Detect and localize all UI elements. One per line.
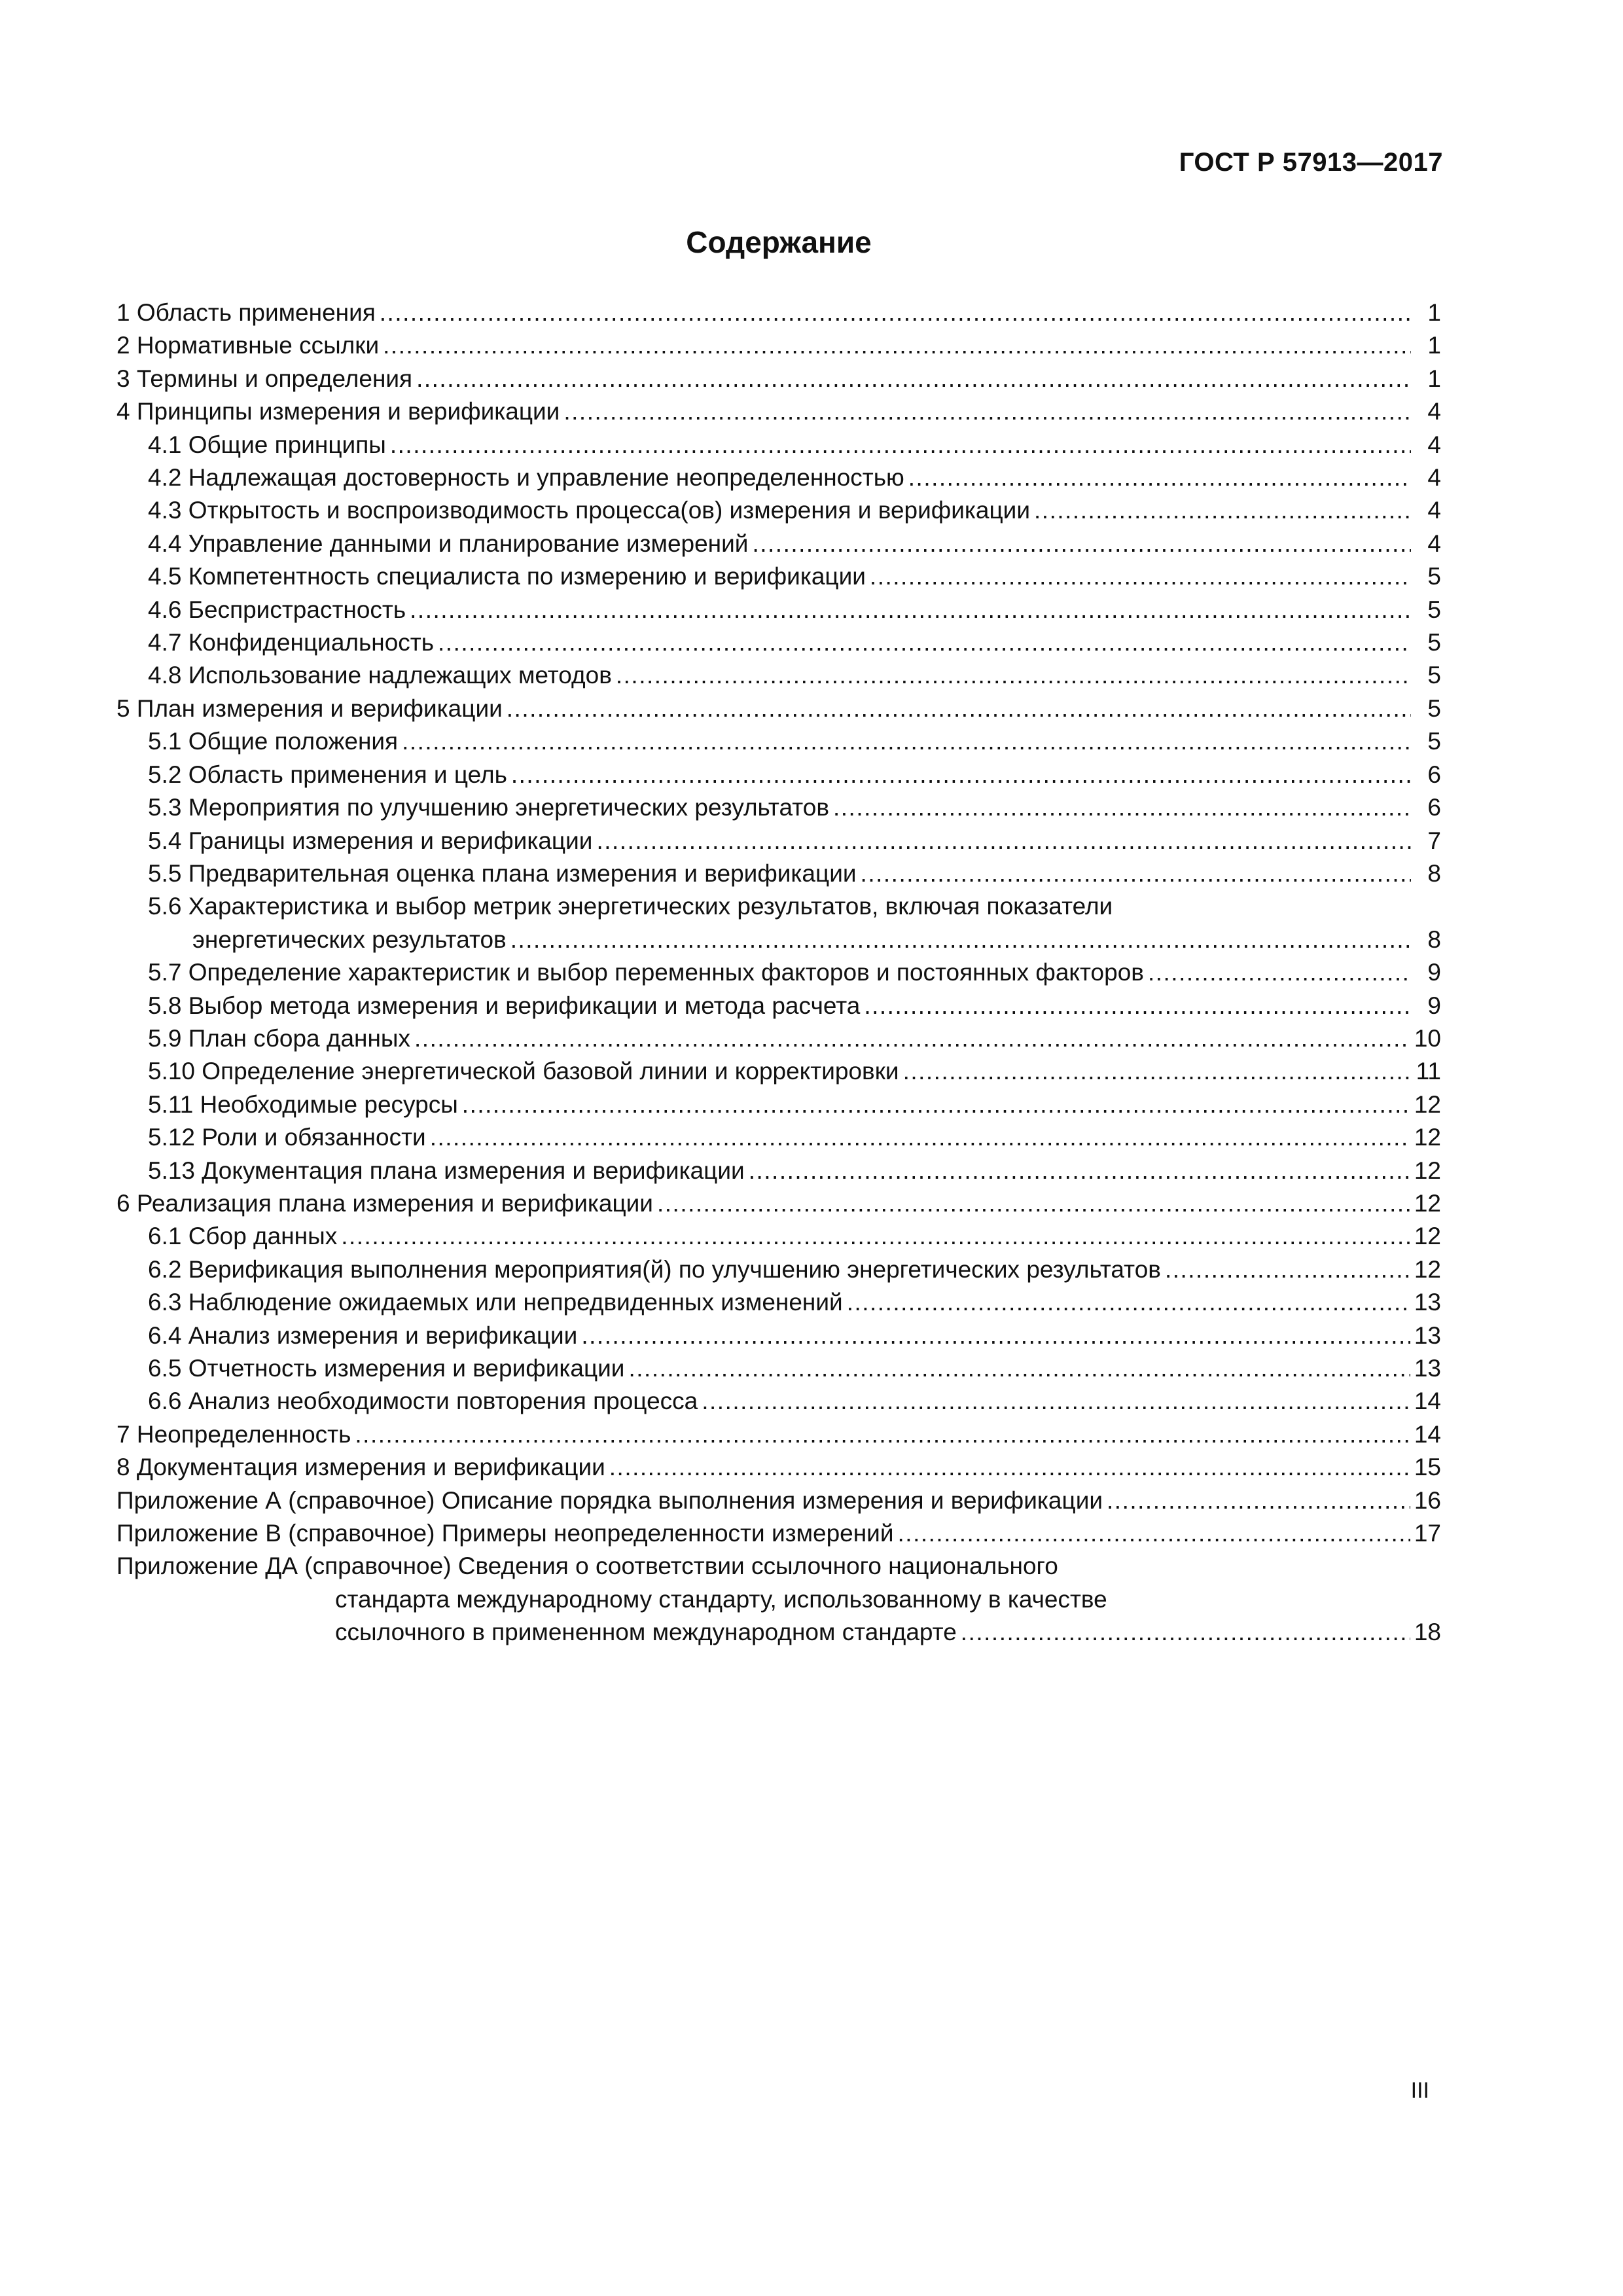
toc-entry-page: 12 [1414, 1157, 1441, 1184]
toc-entry-5[interactable] [116, 692, 1441, 725]
toc-entry-page: 14 [1414, 1420, 1441, 1448]
toc-entry-5-7[interactable] [116, 956, 1441, 989]
toc-entry-label: 5.12 Роли и обязанности [148, 1124, 426, 1151]
toc-entry-page: 1 [1427, 332, 1441, 359]
dot-leader [870, 560, 1411, 593]
toc-entry-page: 6 [1427, 794, 1441, 821]
toc-entry-page: 5 [1427, 728, 1441, 755]
dot-leader [609, 1451, 1410, 1484]
toc-entry-5-1[interactable] [116, 725, 1441, 758]
dot-leader [1107, 1484, 1410, 1517]
toc-entry-label: 5.3 Мероприятия по улучшению энергетических результатов [148, 794, 829, 821]
toc-entry-appendix-a[interactable] [116, 1484, 1441, 1517]
toc-entry-label: 6.6 Анализ необходимости повторения процесса [148, 1388, 698, 1415]
toc-entry-6-5[interactable] [116, 1352, 1441, 1385]
toc-entry-page: 7 [1427, 827, 1441, 854]
toc-entry-page: 5 [1427, 694, 1441, 722]
dot-leader [861, 857, 1411, 890]
toc-entry-label: Приложение ДА (справочное) Сведения о соответствии ссылочного национального [116, 1552, 1058, 1580]
dot-leader [1034, 494, 1411, 527]
toc-entry-page: 13 [1414, 1355, 1441, 1382]
toc-entry-page: 4 [1427, 497, 1441, 524]
toc-entry-page: 14 [1414, 1388, 1441, 1415]
dot-leader [908, 461, 1411, 494]
toc-entry-5-6-continued[interactable] [116, 924, 1441, 956]
toc-entry-page: 9 [1427, 992, 1441, 1019]
toc-entry-label: ссылочного в примененном международном стандарте [335, 1619, 957, 1646]
toc-entry-page: 13 [1414, 1289, 1441, 1316]
dot-leader [847, 1286, 1410, 1319]
dot-leader [616, 659, 1411, 692]
toc-entry-label: 6 Реализация плана измерения и верификации [116, 1189, 653, 1217]
toc-entry-label: Приложение В (справочное) Примеры неопределенности измерений [116, 1520, 894, 1547]
toc-entry-label: 2 Нормативные ссылки [116, 332, 380, 359]
toc-entry-label: 5 План измерения и верификации [116, 694, 503, 722]
toc-entry-label: 5.13 Документация плана измерения и верификации [148, 1157, 745, 1184]
dot-leader [628, 1352, 1410, 1385]
toc-entry-5-5[interactable] [116, 857, 1441, 890]
dot-leader [383, 329, 1411, 362]
toc-entry-page: 8 [1427, 859, 1441, 887]
toc-entry-label: 4.3 Открытость и воспроизводимость процесса(ов) измерения и верификации [148, 497, 1031, 524]
dot-leader [961, 1616, 1410, 1649]
toc-entry-label: 3 Термины и определения [116, 365, 413, 392]
table-of-contents [116, 296, 1441, 1649]
toc-entry-page: 5 [1427, 596, 1441, 623]
toc-entry-label: 4 Принципы измерения и верификации [116, 398, 560, 425]
dot-leader [510, 924, 1411, 956]
toc-entry-4-7[interactable] [116, 626, 1441, 659]
dot-leader [1148, 956, 1411, 989]
dot-leader [438, 626, 1411, 659]
toc-entry-4-3[interactable] [116, 494, 1441, 527]
toc-entry-page: 15 [1414, 1454, 1441, 1481]
toc-entry-1[interactable] [116, 296, 1441, 329]
toc-entry-appendix-da[interactable] [116, 1550, 1441, 1583]
dot-leader [380, 296, 1411, 329]
toc-entry-label: 5.6 Характеристика и выбор метрик энергетических результатов, включая показатели [148, 893, 1113, 920]
dot-leader [903, 1055, 1411, 1088]
toc-entry-8[interactable] [116, 1451, 1441, 1484]
toc-entry-4-8[interactable] [116, 659, 1441, 692]
toc-entry-label: 5.11 Необходимые ресурсы [148, 1090, 458, 1118]
toc-entry-label: 5.2 Область применения и цель [148, 761, 507, 788]
toc-entry-label: 4.2 Надлежащая достоверность и управление неопределенностью [148, 464, 904, 492]
toc-entry-5-6[interactable] [116, 890, 1441, 923]
dot-leader [462, 1088, 1410, 1121]
toc-entry-page: 12 [1414, 1223, 1441, 1250]
dot-leader [864, 990, 1411, 1022]
dot-leader [1165, 1253, 1410, 1286]
toc-entry-page: 13 [1414, 1321, 1441, 1349]
toc-entry-page: 16 [1414, 1486, 1441, 1514]
toc-entry-page: 9 [1427, 959, 1441, 986]
toc-entry-5-8[interactable] [116, 990, 1441, 1022]
toc-entry-4-2[interactable] [116, 461, 1441, 494]
toc-entry-6[interactable] [116, 1187, 1441, 1220]
toc-entry-page: 5 [1427, 563, 1441, 590]
dot-leader [596, 825, 1411, 857]
dot-leader [341, 1220, 1410, 1253]
toc-entry-4[interactable] [116, 395, 1441, 428]
dot-leader [657, 1187, 1410, 1220]
toc-entry-page: 10 [1414, 1024, 1441, 1052]
dot-leader [752, 528, 1411, 560]
toc-entry-page: 4 [1427, 431, 1441, 458]
toc-entry-5-2[interactable] [116, 759, 1441, 791]
toc-entry-page: 8 [1427, 925, 1441, 953]
page-title: Содержание [686, 225, 872, 259]
toc-entry-page: 4 [1427, 529, 1441, 557]
toc-entry-label: 5.8 Выбор метода измерения и верификации и метода расчета [148, 992, 861, 1019]
dot-leader [833, 791, 1411, 824]
dot-leader [414, 1022, 1410, 1055]
toc-entry-label: стандарта международному стандарту, использованному в качестве [335, 1585, 1107, 1613]
toc-entry-4-1[interactable] [116, 429, 1441, 461]
toc-entry-label: 4.7 Конфиденциальность [148, 629, 435, 656]
toc-entry-label: 5.7 Определение характеристик и выбор переменных факторов и постоянных факторов [148, 959, 1144, 986]
dot-leader [410, 594, 1411, 626]
toc-entry-5-12[interactable] [116, 1121, 1441, 1154]
toc-entry-label: 7 Неопределенность [116, 1420, 351, 1448]
toc-entry-page: 6 [1427, 761, 1441, 788]
dot-leader [581, 1319, 1410, 1352]
toc-entry-page: 1 [1427, 299, 1441, 326]
toc-entry-appendix-da-continued[interactable] [116, 1583, 1441, 1616]
toc-entry-label: 4.5 Компетентность специалиста по измерению и верификации [148, 563, 866, 590]
toc-entry-appendix-da-continued-2[interactable] [116, 1616, 1441, 1649]
toc-entry-6-4[interactable] [116, 1319, 1441, 1352]
toc-entry-page: 4 [1427, 464, 1441, 492]
toc-entry-page: 1 [1427, 365, 1441, 392]
toc-entry-7[interactable] [116, 1418, 1441, 1451]
toc-entry-label: 5.4 Границы измерения и верификации [148, 827, 593, 854]
toc-entry-6-6[interactable] [116, 1385, 1441, 1418]
dot-leader [355, 1418, 1410, 1451]
toc-entry-page: 5 [1427, 662, 1441, 689]
toc-entry-label: 6.2 Верификация выполнения мероприятия(й) по улучшению энергетических результатов [148, 1255, 1161, 1283]
toc-entry-5-3[interactable] [116, 791, 1441, 824]
toc-entry-page: 11 [1416, 1058, 1441, 1085]
toc-entry-5-11[interactable] [116, 1088, 1441, 1121]
toc-entry-6-3[interactable] [116, 1286, 1441, 1319]
toc-entry-label: 5.9 План сбора данных [148, 1024, 411, 1052]
toc-entry-page: 18 [1414, 1619, 1441, 1646]
toc-entry-6-1[interactable] [116, 1220, 1441, 1253]
toc-entry-5-9[interactable] [116, 1022, 1441, 1055]
toc-entry-5-4[interactable] [116, 825, 1441, 857]
dot-leader [430, 1121, 1410, 1154]
dot-leader [898, 1517, 1410, 1550]
dot-leader [416, 363, 1411, 395]
toc-entry-label: 6.3 Наблюдение ожидаемых или непредвиденных изменений [148, 1289, 843, 1316]
page-number: III [1410, 2078, 1429, 2103]
toc-entry-label: 5.10 Определение энергетической базовой линии и корректировки [148, 1058, 899, 1085]
dot-leader [702, 1385, 1410, 1418]
toc-entry-page: 5 [1427, 629, 1441, 656]
toc-entry-page: 17 [1414, 1520, 1441, 1547]
toc-entry-page: 12 [1414, 1090, 1441, 1118]
toc-entry-page: 12 [1414, 1255, 1441, 1283]
toc-entry-4-4[interactable] [116, 528, 1441, 560]
toc-entry-3[interactable] [116, 363, 1441, 395]
toc-entry-label: 4.1 Общие принципы [148, 431, 386, 458]
toc-entry-4-6[interactable] [116, 594, 1441, 626]
toc-entry-label: 6.1 Сбор данных [148, 1223, 338, 1250]
toc-entry-label: 6.5 Отчетность измерения и верификации [148, 1355, 625, 1382]
toc-entry-6-2[interactable] [116, 1253, 1441, 1286]
toc-entry-label: 4.6 Беспристрастность [148, 596, 406, 623]
toc-entry-2[interactable] [116, 329, 1441, 362]
toc-entry-label: Приложение А (справочное) Описание порядка выполнения измерения и верификации [116, 1486, 1103, 1514]
dot-leader [390, 429, 1411, 461]
toc-entry-page: 12 [1414, 1189, 1441, 1217]
toc-entry-4-5[interactable] [116, 560, 1441, 593]
toc-entry-page: 4 [1427, 398, 1441, 425]
toc-entry-label: 1 Область применения [116, 299, 376, 326]
toc-entry-label: 4.4 Управление данными и планирование измерений [148, 529, 749, 557]
dot-leader [563, 395, 1411, 428]
document-code: ГОСТ Р 57913—2017 [1179, 148, 1443, 177]
toc-entry-label: 4.8 Использование надлежащих методов [148, 662, 612, 689]
toc-entry-label: энергетических результатов [192, 925, 507, 953]
toc-entry-label: 5.5 Предварительная оценка плана измерения и верификации [148, 859, 857, 887]
dot-leader [749, 1155, 1410, 1187]
dot-leader [511, 759, 1411, 791]
dot-leader [507, 692, 1411, 725]
toc-entry-page: 12 [1414, 1124, 1441, 1151]
toc-entry-5-10[interactable] [116, 1055, 1441, 1088]
toc-entry-label: 6.4 Анализ измерения и верификации [148, 1321, 578, 1349]
toc-entry-label: 8 Документация измерения и верификации [116, 1454, 605, 1481]
dot-leader [402, 725, 1411, 758]
toc-entry-5-13[interactable] [116, 1155, 1441, 1187]
toc-entry-label: 5.1 Общие положения [148, 728, 399, 755]
toc-entry-appendix-b[interactable] [116, 1517, 1441, 1550]
